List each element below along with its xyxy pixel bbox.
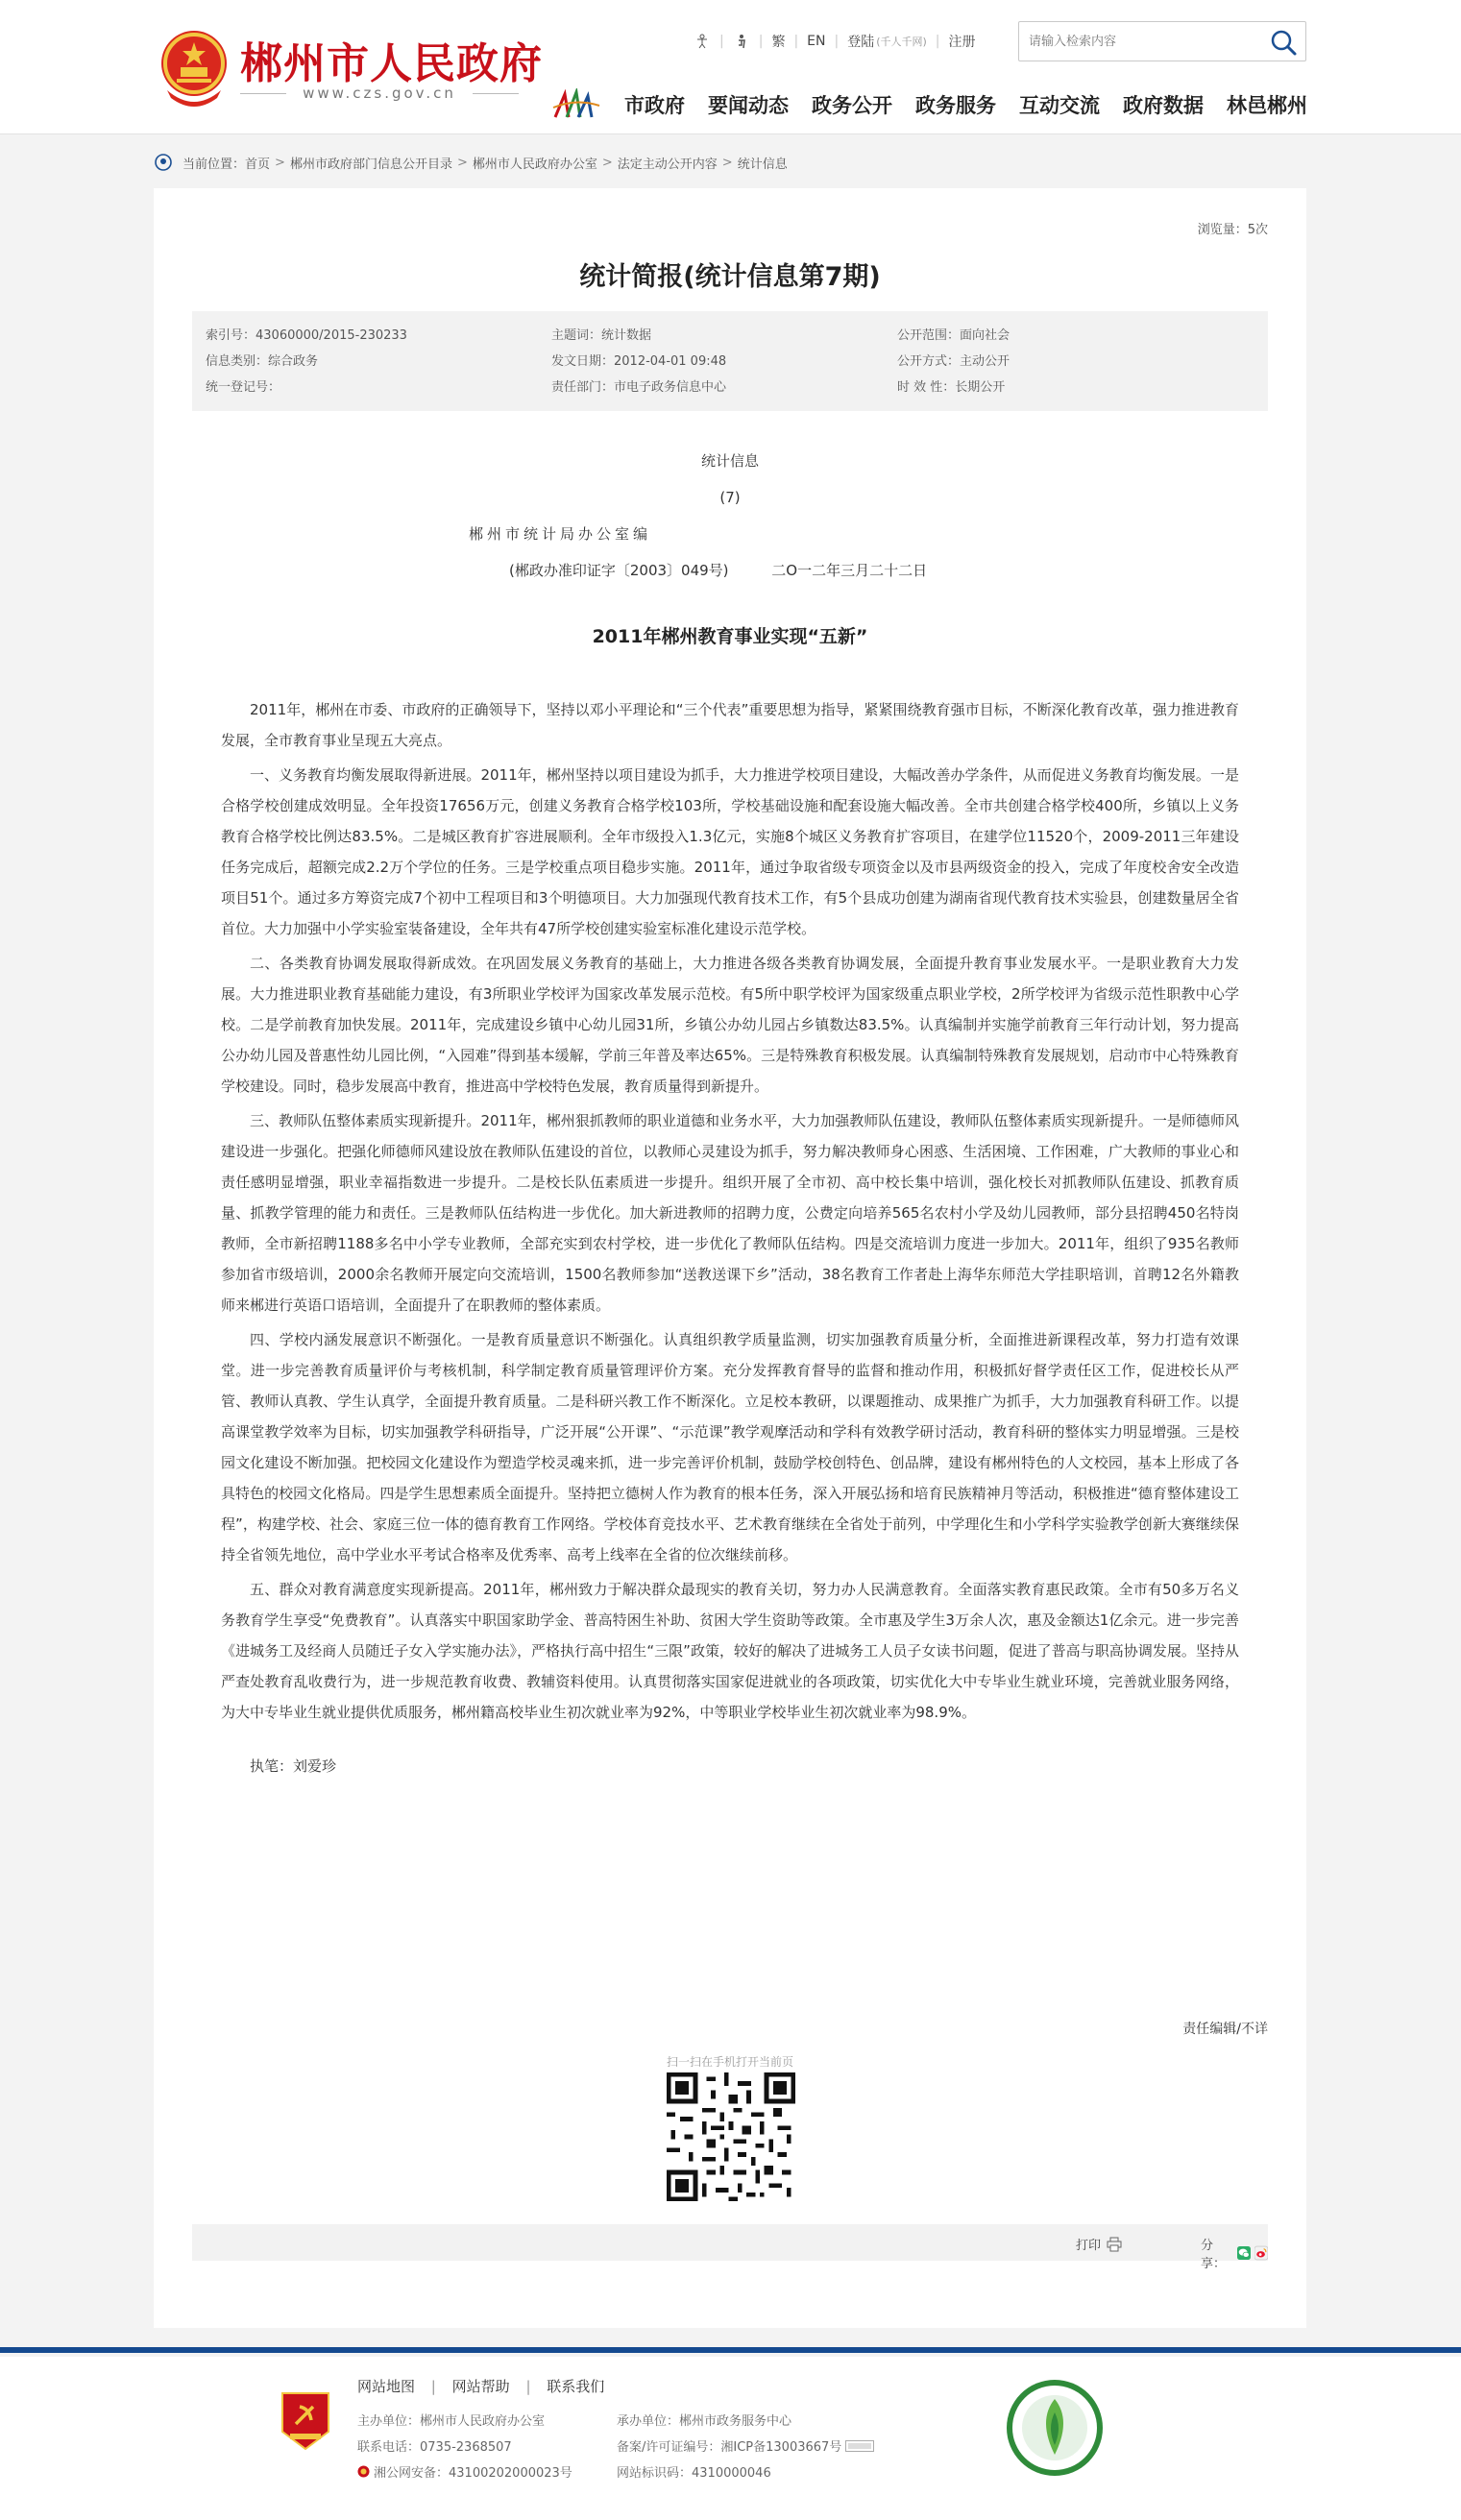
print-button[interactable] <box>1076 2235 1122 2253</box>
accessibility-icon[interactable] <box>694 33 711 50</box>
paragraph: 四、学校内涵发展意识不断强化。一是教育质量意识不断强化。认真组织教学质量监测，切实加强教育质量分析，全面推进新课程改革，努力打造有效课堂。进一步完善教育质量评价与考核机制，科学制定教育质量管理评价方案。充分发挥教育督导的监督和推动作用，积极抓好督学责任区工作，促进校长从严管、教师认真教、学生认真学，全面提升教育质量。二是科研兴教工作不断深化。立足校本教研，以课题推动、成果推广为抓手，大力加强教育科研工作。以提高课堂教学效率为目标，切实加强教学科研指导，广泛开展“公开课”、“示范课”教学观摩活动和学科有效教学研讨活动，教育科研的整体实力明显增强。三是校园文化建设不断加强。把校园文化建设作为塑造学校灵魂来抓，进一步完善评价机制，鼓励学校创特色、创品牌，建设有郴州特色的人文校园，基本上形成了各具特色的校园文化格局。四是学生思想素质全面提升。坚持把立德树人作为教育的根本任务，深入开展弘扬和培育民族精神月等活动，积极推进“德育整体建设工程”，构建学校、社会、家庭三位一体的德育教育工作网络。学校体育竞技水平、艺术教育继续在全省处于前列，中学理化生和小学科学实验教学创新大赛继续保持全省领先地位，高中学业水平考试合格率及优秀率、高考上线率在全省的位次继续前移。 <box>221 1331 1239 1563</box>
doc-issue: (7) <box>719 489 741 506</box>
footer-link-help[interactable]: 网站帮助 <box>451 2378 510 2395</box>
elder-mode-icon[interactable] <box>733 33 750 50</box>
paragraph: 三、教师队伍整体素质实现新提升。2011年，郴州狠抓教师的职业道德和业务水平，大力加强教师队伍建设，教师队伍整体素质实现新提升。一是师德师风建设进一步强化。把强化师德师风建设放在教师队伍建设的首位，以教师心灵建设为抓手，努力解决教师身心困惑、生活困境、工作困难，广大教师的事业心和责任感明显增强，职业幸福指数进一步提升。二是校长队伍素质进一步提升。组织开展了全市初、高中校长集中培训，强化校长对抓教师队伍建设、抓教育质量、抓教学管理的能力和责任。三是教师队伍结构进一步优化。加大新进教师的招聘力度，公费定向培养565名农村小学及幼儿园教师，部分县招聘450名特岗教师，全市新招聘1188多名中小学专业教师，全部充实到农村学校，进一步优化了教师队伍结构。四是交流培训力度进一步加大。2011年，组织了935名教师参加省市级培训，2000余名教师开展定向交流培训，1500名教师参加“送教送课下乡”活动，38名教育工作者赴上海华东师范大学挂职培训，首聘12名外籍教师来郴进行英语口语培训，全面提升了在职教师的整体素质。 <box>221 1112 1239 1314</box>
nav-item-city-government[interactable]: 市政府 <box>624 94 685 117</box>
footer-divider <box>0 2347 1461 2353</box>
footer-info <box>357 2411 934 2481</box>
nav-item-government-affairs[interactable]: 政务公开 <box>812 94 892 117</box>
nav-item-government-data[interactable]: 政府数据 <box>1123 94 1204 117</box>
footer-police-row <box>357 2462 617 2481</box>
meta-method: 公开方式：主动公开 <box>897 354 1011 369</box>
doc-license-line <box>221 557 1239 584</box>
breadcrumb-separator: > <box>275 155 285 170</box>
search-icon[interactable] <box>1269 28 1298 57</box>
party-organization-icon <box>279 2389 332 2453</box>
article-actions <box>192 2224 1268 2271</box>
view-count: 浏览量：5次 <box>1197 223 1268 237</box>
meta-category: 信息类别：综合政务 <box>206 354 319 369</box>
meta-topic: 主题词：统计数据 <box>551 328 652 343</box>
nav-logo-icon <box>551 88 601 121</box>
doc-date: 二O一二年三月二十二日 <box>771 562 928 579</box>
breadcrumb-directory[interactable]: 郴州市政府部门信息公开目录 <box>289 157 452 172</box>
breadcrumb-office[interactable]: 郴州市人民政府办公室 <box>472 157 597 172</box>
traditional-chinese-link[interactable]: 繁 <box>771 35 786 50</box>
article-subtitle: 2011年郴州教育事业实现“五新” <box>592 626 868 647</box>
breadcrumb-separator: > <box>456 155 468 170</box>
breadcrumb-home[interactable]: 首页 <box>245 157 271 172</box>
site-footer <box>0 2357 1461 2520</box>
paragraph: 二、各类教育协调发展取得新成效。在巩固发展义务教育的基础上，大力推进各级各类教育协调发展，全面提升教育事业发展水平。一是职业教育大力发展。大力推进职业教育基础能力建设，有3所职业学校评为国家改革发展示范校。有5所中职学校评为国家级重点职业学校，2所学校评为省级示范性职教中心学校。二是学前教育加快发展。2011年，完成建设乡镇中心幼儿园31所，乡镇公办幼儿园占乡镇数达83.5%。认真编制并实施学前教育三年行动计划，努力提高公办幼儿园及普惠性幼儿园比例，“入园难”得到基本缓解，学前三年普及率达65%。三是特殊教育积极发展。认真编制特殊教育发展规划，启动市中心特殊教育学校建设。同时，稳步发展高中教育，推进高中学校特色发展，教育质量得到新提升。 <box>221 955 1239 1095</box>
breadcrumb-statistics[interactable]: 统计信息 <box>737 157 788 172</box>
wechat-share-icon[interactable] <box>1237 2245 1251 2261</box>
share-group <box>1201 2235 1268 2271</box>
breadcrumb-separator: > <box>601 155 613 170</box>
meta-scope: 公开范围：面向社会 <box>897 328 1011 343</box>
breadcrumb-label: 当前位置： <box>183 157 246 172</box>
article-card <box>154 188 1306 2328</box>
print-label: 打印 <box>1076 2239 1102 2253</box>
location-pin-icon <box>154 153 173 172</box>
paragraph: 2011年，郴州在市委、市政府的正确领导下，坚持以邓小平理论和“三个代表”重要思想为指导，紧紧围绕教育强市目标，不断深化教育改革，强力推进教育发展，全市教育事业呈现五大亮点。 <box>221 701 1239 749</box>
article-author: 执笔：刘爱珍 <box>250 1757 337 1775</box>
footer-link-contact[interactable]: 联系我们 <box>547 2378 605 2395</box>
footer-operator: 承办单位：郴州市政务服务中心 <box>617 2414 792 2429</box>
meta-department: 责任部门：市电子政务信息中心 <box>551 380 727 395</box>
footer-link-sitemap[interactable]: 网站地图 <box>357 2378 416 2395</box>
english-link[interactable]: EN <box>807 34 826 49</box>
login-link[interactable]: 登陆 <box>847 35 875 50</box>
footer-police[interactable]: 湘公网安备：43100202000023号 <box>374 2466 572 2481</box>
nav-item-government-services[interactable]: 政务服务 <box>915 94 996 117</box>
printer-icon <box>1107 2237 1122 2252</box>
share-label: 分享： <box>1201 2239 1227 2271</box>
top-links: | | 繁 | EN | 登陆 (千人千网) | 注册 <box>694 31 976 52</box>
weibo-share-icon[interactable] <box>1254 2245 1268 2261</box>
login-hint: (千人千网) <box>876 36 927 48</box>
responsible-editor: 责任编辑/不详 <box>1182 2022 1268 2037</box>
site-header <box>0 0 1461 134</box>
breadcrumb-public-content[interactable]: 法定主动公开内容 <box>617 157 718 172</box>
meta-unified-no: 统一登记号： <box>206 380 281 395</box>
site-name[interactable]: 郴州市人民政府 <box>240 39 543 88</box>
meta-date: 发文日期：2012-04-01 09:48 <box>551 354 727 369</box>
doc-compiler: 郴州市统计局办公室编 <box>469 525 652 543</box>
nav-item-interaction[interactable]: 互动交流 <box>1019 94 1100 117</box>
search-input[interactable] <box>1029 30 1259 53</box>
paragraph: 一、义务教育均衡发展取得新进展。2011年，郴州坚持以项目建设为抓手，大力推进学校项目建设，大幅改善办学条件，从而促进义务教育均衡发展。一是合格学校创建成效明显。全年投资17656万元，创建义务教育合格学校103所，学校基础设施和配套设施大幅改善。全市共创建合格学校400所，乡镇以上义务教育合格学校比例达83.5%。二是城区教育扩容进展顺利。全年市级投入1.3亿元，实施8个城区义务教育扩容项目，在建学位11520个，2009-2011三年建设任务完成后，超额完成2.2万个学位的任务。三是学校重点项目稳步实施。2011年，通过争取省级专项资金以及市县两级资金的投入，完成了年度校舍安全改造项目51个。通过多方筹资完成7个初中工程项目和3个明德项目。大力加强现代教育技术工作，有5个县成功创建为湖南省现代教育技术实验县，创建数量居全省首位。大力加强中小学实验室装备建设，全年共有47所学校创建实验室标准化建设示范学校。 <box>221 766 1239 937</box>
register-link[interactable]: 注册 <box>948 35 976 50</box>
site-url: www.czs.gov.cn <box>240 85 519 102</box>
nav-item-news[interactable]: 要闻动态 <box>708 94 789 117</box>
breadcrumb <box>154 152 788 173</box>
article-meta <box>192 311 1268 411</box>
article-title: 统计简报(统计信息第7期) <box>579 262 881 292</box>
meta-index-no: 索引号：43060000/2015-230233 <box>206 328 407 343</box>
qr-hint: 扫一扫在手机打开当前页 <box>666 2055 793 2069</box>
article-body <box>221 448 1239 1781</box>
footer-host: 主办单位：郴州市人民政府办公室 <box>357 2414 546 2429</box>
main-nav <box>624 90 1307 119</box>
national-emblem-icon <box>158 27 231 108</box>
footer-phone: 联系电话：0735-2368507 <box>357 2440 512 2455</box>
footer-site-code: 网站标识码：4310000046 <box>617 2466 771 2481</box>
meta-validity: 时 效 性：长期公开 <box>897 380 1006 395</box>
doc-kind: 统计信息 <box>700 452 759 470</box>
icp-badge-icon <box>845 2440 874 2452</box>
qr-code-icon <box>667 2072 795 2201</box>
police-badge-icon <box>357 2465 370 2478</box>
footer-icp[interactable]: 备案/许可证编号：湘ICP备13003667号 <box>617 2440 842 2455</box>
footer-links: 网站地图 | 网站帮助 | 联系我们 <box>357 2378 605 2395</box>
footer-icp-row <box>617 2436 934 2455</box>
breadcrumb-separator: > <box>721 155 733 170</box>
search-box <box>1018 21 1306 61</box>
civilization-badge-icon[interactable] <box>1005 2378 1105 2478</box>
paragraph: 五、群众对教育满意度实现新提高。2011年，郴州致力于解决群众最现实的教育关切，努力办人民满意教育。全面落实教育惠民政策。全市有50多万名义务教育学生享受“免费教育”。认真落实中职国家助学金、普高特困生补助、贫困大学生资助等政策。全市惠及学生3万余人次，惠及金额达1亿余元。进一步完善《进城务工及经商人员随迁子女入学实施办法》，严格执行高中招生“三限”政策，较好的解决了进城务工人员子女读书问题，促进了普高与职高协调发展。坚持从严查处教育乱收费行为，进一步规范教育收费、教辅资料使用。认真贯彻落实国家促进就业的各项政策，切实优化大中专毕业生就业环境，完善就业服务网络，为大中专毕业生就业提供优质服务，郴州籍高校毕业生初次就业率为92%，中等职业学校毕业生初次就业率为98.9%。 <box>221 1581 1239 1721</box>
nav-item-linyi-chenzhou[interactable]: 林邑郴州 <box>1227 94 1307 117</box>
doc-license: (郴政办准印证字〔2003〕049号) <box>509 562 729 579</box>
